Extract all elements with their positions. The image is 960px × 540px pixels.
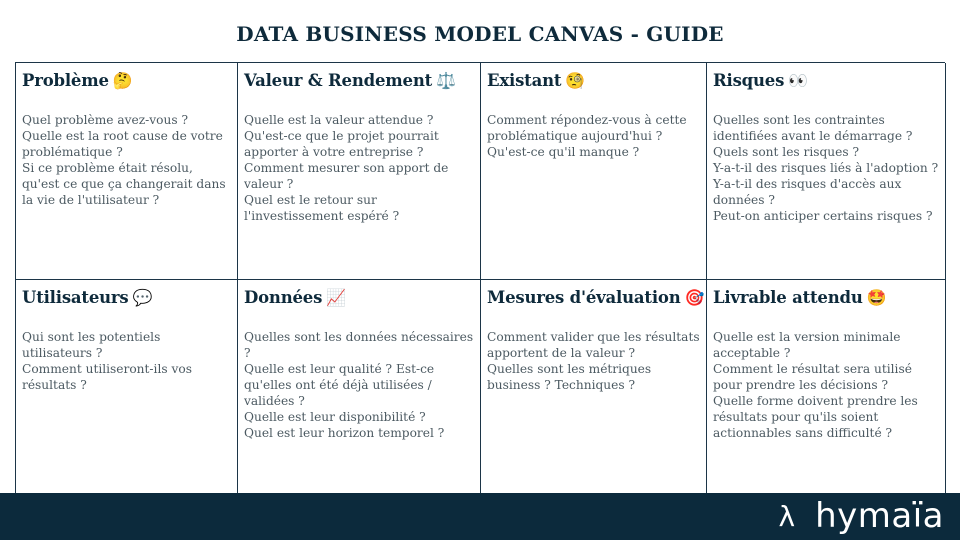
cell-body: Comment valider que les résultats apportent de la valeur ? Quelles sont les métriques business ? Techniques ? [487,330,700,392]
cell-body: Quel problème avez-vous ? Quelle est la root cause de votre problématique ? Si ce problème était résolu, qu'est ce que ça changerait dans la vie de l'utilisateur ? [22,113,226,207]
cell-valeur-rendement [238,63,481,280]
cell-probleme [16,63,238,280]
brand-name: hymaïa [815,496,944,536]
cell-donnees [238,280,481,495]
cell-body: Quelle est la version minimale acceptable ? Comment le résultat sera utilisé pour prendre les décisions ? Quelle forme doivent prendre les résultats pour qu'ils soient actionnables sans difficulté ? [713,330,918,440]
cell-title: Valeur & Rendement ⚖️ [244,71,456,90]
cell-title: Données 📈 [244,288,346,307]
cell-title: Existant 🧐 [487,71,586,90]
cell-title: Mesures d'évaluation 🎯 [487,288,705,307]
cell-risques [707,63,946,280]
cell-title: Risques 👀 [713,71,808,90]
cell-body: Quelle est la valeur attendue ? Qu'est-ce que le projet pourrait apporter à votre entreprise ? Comment mesurer son apport de valeur ? Quel est le retour sur l'investissement espéré ? [244,113,449,223]
target-icon: 🎯 [684,288,705,307]
cell-body: Quelles sont les données nécessaires ? Quelle est leur qualité ? Est-ce qu'elles ont été déjà utilisées / validées ? Quelle est leur disponibilité ? Quel est leur horizon temporel ? [244,330,474,440]
star-struck-icon: 🤩 [866,288,887,307]
chart-increasing-icon: 📈 [326,288,346,307]
cell-utilisateurs [16,280,238,495]
cell-existant [481,63,707,280]
monocle-face-icon: 🧐 [565,71,586,90]
cell-body: Comment répondez-vous à cette problématique aujourd'hui ? Qu'est-ce qu'il manque ? [487,113,687,159]
page-title: DATA BUSINESS MODEL CANVAS - GUIDE [236,22,724,46]
eyes-icon: 👀 [788,71,808,90]
hymaia-logo [779,496,944,536]
balance-scale-icon: ⚖️ [436,71,456,90]
cell-body: Qui sont les potentiels utilisateurs ? Comment utiliseront-ils vos résultats ? [22,330,192,392]
canvas-grid [15,62,945,494]
cell-livrable-attendu [707,280,946,495]
cell-mesures-evaluation [481,280,707,495]
cell-title: Utilisateurs 💬 [22,288,153,307]
thinking-face-icon: 🤔 [112,71,133,90]
speech-bubble-icon: 💬 [132,288,153,307]
cell-body: Quelles sont les contraintes identifiées avant le démarrage ? Quels sont les risques ? Y-a-t-il des risques liés à l'adoption ? Y-a-t-il des risques d'accès aux données ? Peut-on anticiper certains risques ? [713,113,939,223]
cell-title: Problème 🤔 [22,71,133,90]
cell-title: Livrable attendu 🤩 [713,288,887,307]
lambda-icon: λ [778,499,796,533]
footer-bar [0,493,960,540]
